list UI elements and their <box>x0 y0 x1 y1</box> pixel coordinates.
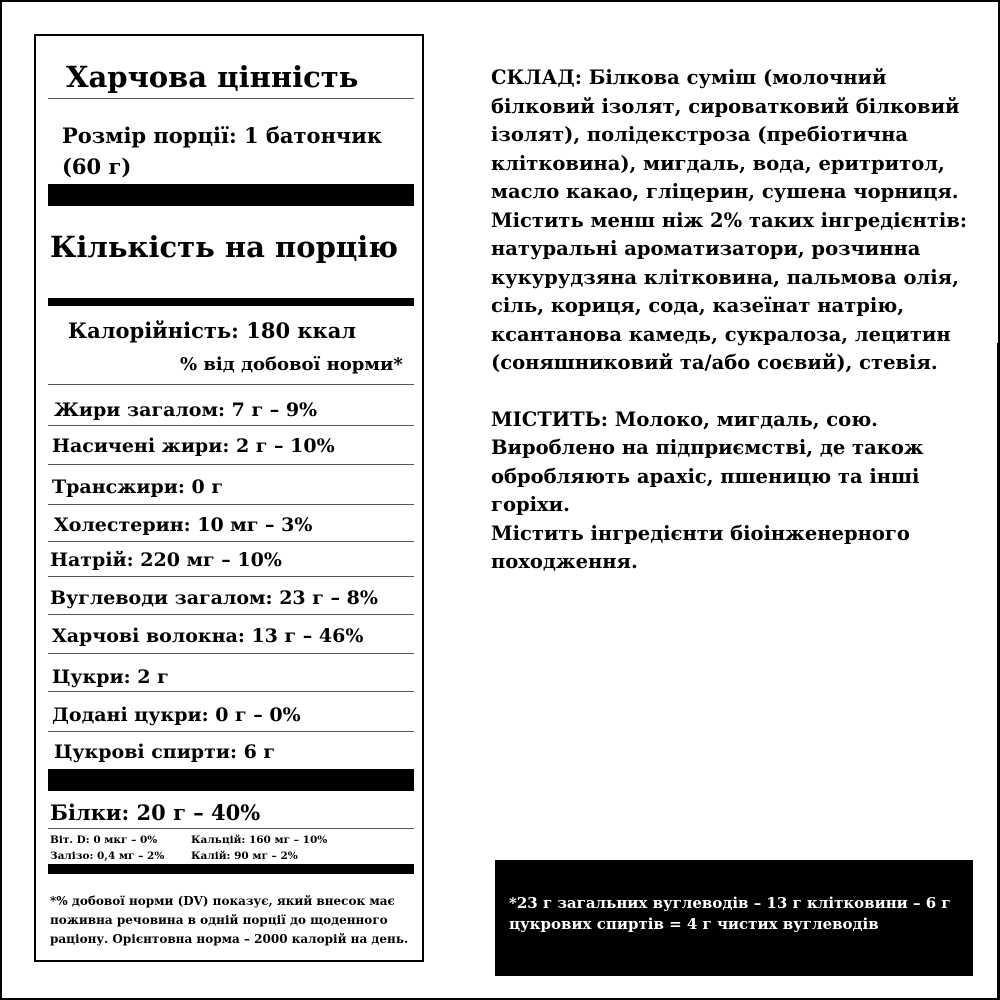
frame-edge <box>997 343 999 1000</box>
nutrient-row: Холестерин: 10 мг – 3% <box>54 514 313 536</box>
divider <box>48 731 414 732</box>
nutrient-row: Цукри: 2 г <box>52 666 169 688</box>
daily-value-footnote: *% добової норми (DV) показує, який внесок має поживна речовина в одній порції до щоденного раціону. Орієнтовна норма – 2000 калорій на день. <box>50 894 409 946</box>
nutrient-row: Додані цукри: 0 г – 0% <box>52 704 301 726</box>
ingredients-list: СКЛАД: Білкова суміш (молочний білковий ізолят, сироватковий білковий ізолят), полідекстроза (пребіотична клітковина), мигдаль, вода, еритритол, масло какао, гліцерин, сушена чорниця. Містить менш ніж 2% таких інгредієнтів: натуральні ароматизатори, розчинна кукурудзяна клітковина, пальмова олія, сіль, кориця, сода, казеїнат натрію, ксантанова камедь, сукралоза, лецитин (соняшниковий та/або соєвий), стевія. <box>491 66 968 374</box>
protein: Білки: 20 г – 40% <box>50 800 261 825</box>
thick-divider <box>48 864 414 874</box>
iron: Залізо: 0,4 мг – 2% <box>50 850 165 862</box>
nutrient-row: Харчові волокна: 13 г – 46% <box>52 625 364 647</box>
net-carbs-note: *23 г загальних вуглеводів – 13 г клітковини – 6 г цукрових спиртів = 4 г чистих вуглеводів <box>509 894 951 933</box>
nutrient-row: Натрій: 220 мг – 10% <box>50 549 282 571</box>
divider <box>48 464 414 465</box>
nutrition-title: Харчова цінність <box>66 60 359 94</box>
allergen-statement: МІСТИТЬ: Молоко, мигдаль, сою. Вироблено на підприємстві, де також обробляють арахіс, пшеницю та інші горіхи. <box>491 407 924 516</box>
divider <box>48 653 414 654</box>
nutrient-row: Цукрові спирти: 6 г <box>54 741 276 763</box>
net-carbs-box <box>495 860 973 976</box>
divider <box>48 691 414 692</box>
nutrient-row: Жири загалом: 7 г – 9% <box>54 399 318 421</box>
nutrient-row: Вуглеводи загалом: 23 г – 8% <box>50 587 378 609</box>
thick-divider <box>48 298 414 306</box>
serving-size: Розмір порції: 1 батончик (60 г) <box>62 123 383 179</box>
spacer <box>491 378 991 406</box>
amount-per-serving: Кількість на порцію <box>50 230 399 264</box>
potassium: Калій: 90 мг – 2% <box>191 850 298 862</box>
nutrition-facts-panel <box>34 34 424 962</box>
divider <box>48 98 414 99</box>
calories: Калорійність: 180 ккал <box>68 318 357 343</box>
divider <box>48 541 414 542</box>
divider <box>48 576 414 577</box>
calcium: Кальцій: 160 мг – 10% <box>191 834 328 846</box>
bioengineered-statement: Містить інгредієнти біоінженерного походження. <box>491 521 910 573</box>
nutrient-row: Трансжири: 0 г <box>52 476 223 498</box>
vitamin-d: Віт. D: 0 мкг – 0% <box>50 834 158 846</box>
nutrient-row: Насичені жири: 2 г – 10% <box>52 435 335 457</box>
thick-divider <box>48 184 414 206</box>
divider <box>48 828 414 829</box>
ingredients-block <box>491 64 991 577</box>
divider <box>48 614 414 615</box>
divider <box>48 425 414 426</box>
divider <box>48 384 414 385</box>
thick-divider <box>48 769 414 791</box>
daily-value-header: % від добової норми* <box>180 354 403 375</box>
divider <box>48 504 414 505</box>
